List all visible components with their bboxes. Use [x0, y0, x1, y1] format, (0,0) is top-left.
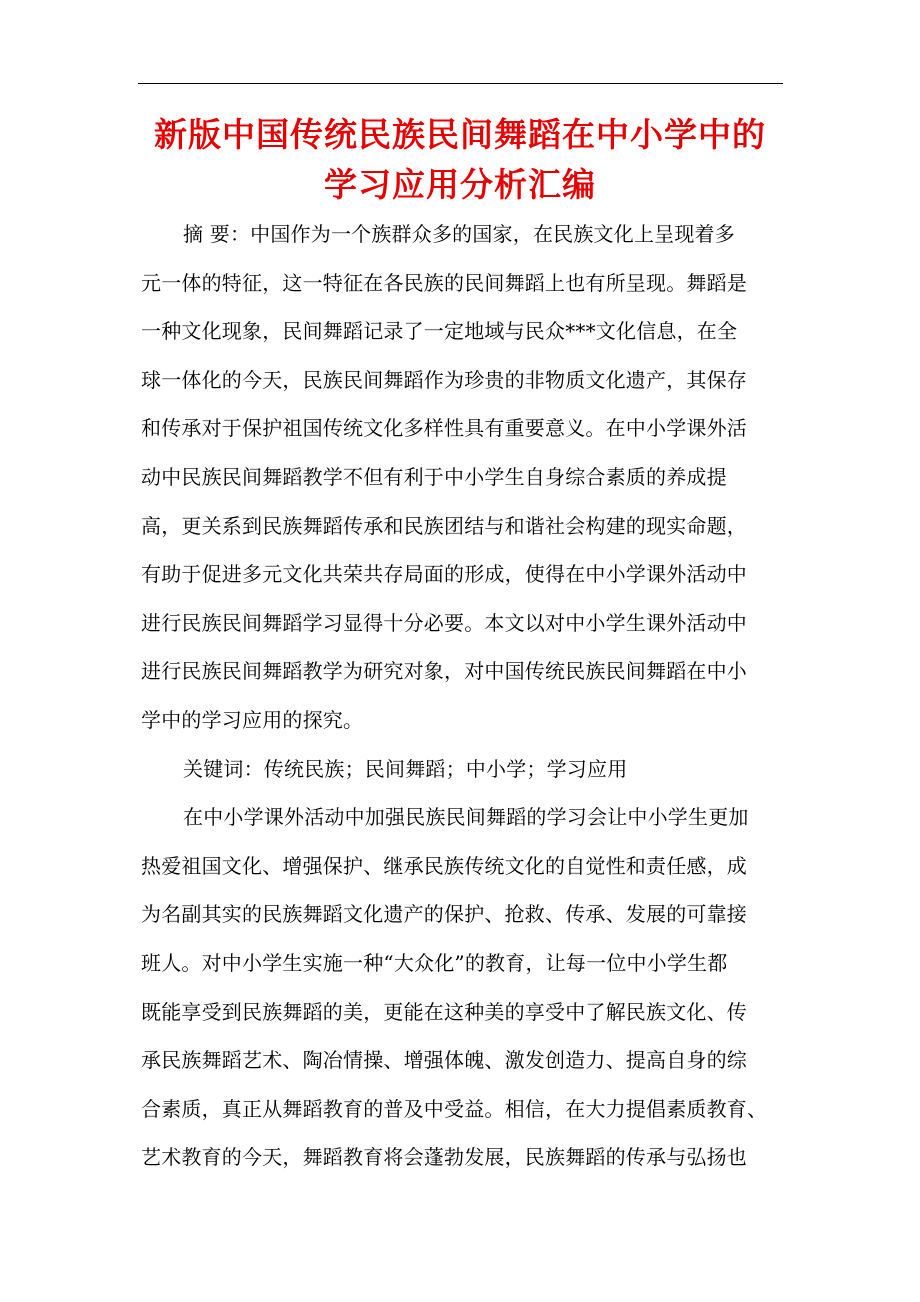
- abstract-line: 进行民族民间舞蹈教学为研究对象，对中国传统民族民间舞蹈在中小: [141, 659, 747, 684]
- abstract-line: 摘 要：中国作为一个族群众多的国家，在民族文化上呈现着多: [183, 222, 735, 246]
- body-line: 承民族舞蹈艺术、陶冶情操、增强体魄、激发创造力、提高自身的综: [141, 1048, 747, 1073]
- document-body: [141, 210, 791, 1182]
- body-line: 在中小学课外活动中加强民族民间舞蹈的学习会让中小学生更加: [183, 805, 749, 830]
- abstract-line: 有助于促进多元文化共荣共存局面的形成，使得在中小学课外活动中: [141, 562, 747, 587]
- abstract-line: 进行民族民间舞蹈学习显得十分必要。本文以对中小学生课外活动中: [141, 610, 747, 635]
- keywords-line: 关键词：传统民族；民间舞蹈；中小学；学习应用: [183, 756, 628, 781]
- document-title: [120, 110, 800, 210]
- abstract-line: 球一体化的今天，民族民间舞蹈作为珍贵的非物质文化遗产，其保存: [141, 367, 747, 392]
- abstract-line: 和传承对于保护祖国传统文化多样性具有重要意义。在中小学课外活: [141, 416, 747, 441]
- title-line-1: 新版中国传统民族民间舞蹈在中小学中的: [154, 115, 766, 154]
- abstract-line: 元一体的特征，这一特征在各民族的民间舞蹈上也有所呈现。舞蹈是: [141, 270, 747, 295]
- abstract-line: 高，更关系到民族舞蹈传承和民族团结与和谐社会构建的现实命题，: [141, 513, 747, 538]
- body-line: 班人。对中小学生实施一种“大众化”的教育，让每一位中小学生都: [141, 950, 728, 975]
- abstract-line: 动中民族民间舞蹈教学不但有利于中小学生自身综合素质的养成提: [141, 464, 727, 489]
- header-rule: [138, 83, 783, 84]
- body-line: 既能享受到民族舞蹈的美，更能在这种美的享受中了解民族文化、传: [141, 999, 747, 1024]
- abstract-line: 一种文化现象，民间舞蹈记录了一定地域与民众***文化信息，在全: [141, 319, 738, 344]
- body-line: 合素质，真正从舞蹈教育的普及中受益。相信，在大力提倡素质教育、: [141, 1096, 768, 1121]
- body-line: 艺术教育的今天，舞蹈教育将会蓬勃发展，民族舞蹈的传承与弘扬也: [141, 1145, 747, 1170]
- body-line: 为名副其实的民族舞蹈文化遗产的保护、抢救、传承、发展的可靠接: [141, 902, 747, 927]
- title-line-2: 学习应用分析汇编: [324, 165, 596, 204]
- abstract-line: 学中的学习应用的探究。: [141, 707, 364, 732]
- body-line: 热爱祖国文化、增强保护、继承民族传统文化的自觉性和责任感，成: [141, 853, 747, 878]
